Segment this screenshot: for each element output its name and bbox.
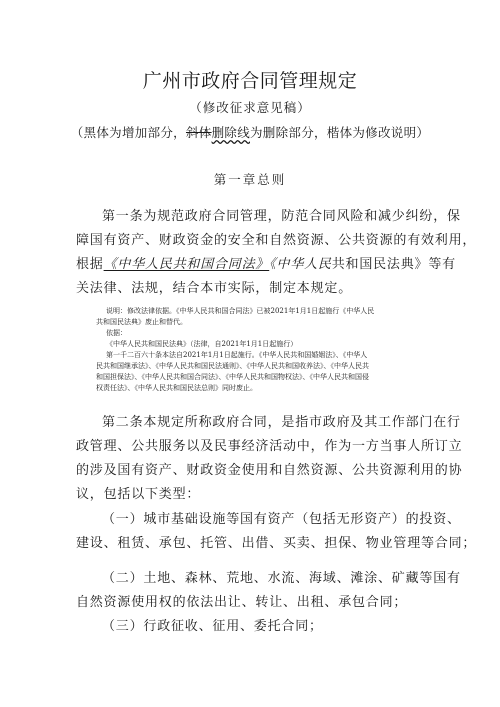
note-line: 依据： [106, 329, 127, 337]
article-1-line: 第一条为规范政府合同管理，防范合同风险和减少纠纷，保 [102, 209, 461, 224]
article-2-line: 的涉及国有资产、财政资金使用和自然资源、公共资源利用的协 [76, 463, 463, 478]
legend-text-pre: （黑体为增加部分， [70, 125, 186, 140]
list-item-1 [76, 508, 477, 556]
legend-text-post: 为删除部分，楷体为修改说明） [250, 125, 430, 140]
list-item-line: 自然资源使用权的依法出让、转让、出租、承包合同； [76, 595, 408, 610]
article-1-text: 根据 [76, 257, 104, 272]
article-1 [76, 205, 477, 301]
note-line: 和国担保法》、《中华人民共和国合同法》、《中华人民共和国物权法》、《中华人民共和国侵 [96, 373, 369, 381]
list-item-2 [76, 567, 461, 615]
note-line: 共和国民法典》废止和替代。 [96, 318, 187, 326]
deleted-law-reference: 《中华人民共和国合同法》 [103, 257, 270, 272]
note-line: 民共和国继承法》、《中华人民共和国民法通则》、《中华人民共和国收养法》、《中华人民共 [96, 362, 369, 370]
article-2-line: 第二条本规定所称政府合同，是指市政府及其工作部门在行 [102, 415, 461, 430]
note-line: 《中华人民共和国民法典》（法律，自2021年1月1日起施行） [106, 340, 298, 348]
list-item-3 [76, 615, 448, 639]
note-line: 权责任法》、《中华人民共和国民法总则》同时废止。 [96, 384, 257, 392]
article-1-text: 共和国民法典》等有 [331, 257, 456, 272]
added-law-reference: 《中华人民 [269, 257, 332, 272]
legend-wave-sample: 删除线 [211, 125, 250, 140]
note-line: 说明：修改法律依据。《中华人民共和国合同法》已被2021年1月1日起施行《中华人民 [106, 307, 375, 315]
list-item-line: 建设、租赁、承包、托管、出借、买卖、担保、物业管理等合同； [76, 536, 477, 551]
revision-note [96, 306, 460, 394]
article-2-line: 议，包括以下类型： [76, 487, 201, 502]
article-1-line: 关法律、法规，结合本市实际，制定本规定。 [76, 281, 353, 296]
list-item-line: （三）行政征收、征用、委托合同； [102, 619, 323, 634]
legend-strike-sample: 斜体 [185, 125, 212, 140]
article-1-line: 障国有资产、财政资金的安全和自然资源、公共资源的有效利用， [76, 233, 477, 248]
article-2 [76, 411, 463, 507]
list-item-line: （一）城市基础设施等国有资产（包括无形资产）的投资、 [102, 512, 461, 527]
document-title: 广州市政府合同管理规定 [142, 70, 358, 92]
article-2-line: 政管理、公共服务以及民事经济活动中，作为一方当事人所订立 [76, 439, 463, 454]
document-subtitle: （修改征求意见稿） [189, 100, 311, 115]
article-1-line [76, 253, 456, 277]
note-line: 第一千二百六十条本法自2021年1月1日起施行。《中华人民共和国婚姻法》、《中华人 [106, 351, 368, 359]
list-item-line: （二）土地、森林、荒地、水流、海域、滩涂、矿藏等国有 [102, 571, 461, 586]
chapter-heading: 第一章总则 [213, 172, 287, 187]
format-legend [0, 123, 500, 141]
